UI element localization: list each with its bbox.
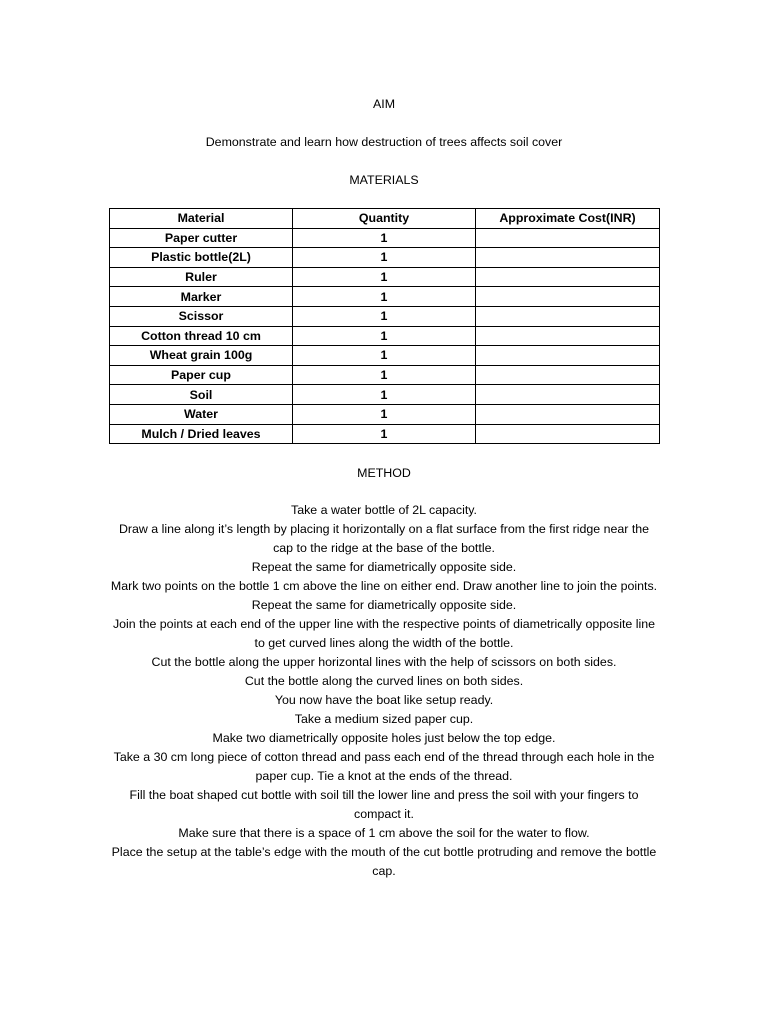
- table-row: [110, 424, 660, 444]
- method-step: Take a 30 cm long piece of cotton thread and pass each end of the thread through each hole in the paper cup. Tie a knot at the ends of the thread.: [113, 750, 655, 783]
- table-row: [110, 365, 660, 385]
- quantity-cell: 1: [293, 248, 476, 268]
- material-cell: Wheat grain 100g: [110, 346, 293, 366]
- material-cell: Cotton thread 10 cm: [110, 326, 293, 346]
- method-steps: [110, 501, 658, 881]
- quantity-cell: 1: [293, 267, 476, 287]
- method-step: Make two diametrically opposite holes just below the top edge.: [212, 731, 556, 745]
- table-row: [110, 267, 660, 287]
- quantity-cell: 1: [293, 326, 476, 346]
- method-step: Place the setup at the table’s edge with the mouth of the cut bottle protruding and remove the bottle cap.: [111, 845, 657, 878]
- cost-cell: [476, 346, 660, 366]
- material-cell: Paper cutter: [110, 228, 293, 248]
- table-row: [110, 385, 660, 405]
- material-cell: Marker: [110, 287, 293, 307]
- table-row: [110, 248, 660, 268]
- material-cell: Plastic bottle(2L): [110, 248, 293, 268]
- quantity-cell: 1: [293, 346, 476, 366]
- cost-cell: [476, 365, 660, 385]
- table-row: [110, 404, 660, 424]
- method-step: Cut the bottle along the upper horizontal lines with the help of scissors on both sides.: [151, 655, 617, 669]
- quantity-cell: 1: [293, 228, 476, 248]
- method-heading: METHOD: [357, 466, 411, 480]
- method-step: Repeat the same for diametrically opposite side.: [251, 560, 517, 574]
- method-step: Take a water bottle of 2L capacity.: [291, 503, 477, 517]
- quantity-cell: 1: [293, 287, 476, 307]
- material-cell: Mulch / Dried leaves: [110, 424, 293, 444]
- table-row: [110, 346, 660, 366]
- cost-cell: [476, 424, 660, 444]
- method-step: Mark two points on the bottle 1 cm above the line on either end. Draw another line to join the points.: [110, 579, 658, 593]
- cost-cell: [476, 287, 660, 307]
- cost-cell: [476, 404, 660, 424]
- method-step: You now have the boat like setup ready.: [274, 693, 494, 707]
- material-cell: Scissor: [110, 306, 293, 326]
- quantity-cell: 1: [293, 404, 476, 424]
- materials-header-row: [110, 209, 660, 229]
- method-step: Join the points at each end of the upper line with the respective points of diametrically opposite line to get curved lines along the width of the bottle.: [112, 617, 656, 650]
- quantity-cell: 1: [293, 306, 476, 326]
- method-step: Cut the bottle along the curved lines on both sides.: [244, 674, 524, 688]
- method-step: Take a medium sized paper cup.: [294, 712, 474, 726]
- table-row: [110, 326, 660, 346]
- cost-cell: [476, 267, 660, 287]
- column-header-cost: Approximate Cost(INR): [476, 209, 660, 229]
- aim-text: Demonstrate and learn how destruction of trees affects soil cover: [205, 135, 563, 149]
- materials-table: [109, 208, 660, 444]
- table-row: [110, 228, 660, 248]
- material-cell: Soil: [110, 385, 293, 405]
- cost-cell: [476, 306, 660, 326]
- quantity-cell: 1: [293, 385, 476, 405]
- column-header-quantity: Quantity: [293, 209, 476, 229]
- method-step: Repeat the same for diametrically opposite side.: [251, 598, 517, 612]
- quantity-cell: 1: [293, 365, 476, 385]
- materials-heading: MATERIALS: [349, 173, 419, 187]
- aim-heading: AIM: [372, 97, 396, 111]
- cost-cell: [476, 385, 660, 405]
- method-step: Draw a line along it’s length by placing it horizontally on a flat surface from the first ridge near the cap to the ridge at the base of the bottle.: [118, 522, 650, 555]
- method-step: Fill the boat shaped cut bottle with soil till the lower line and press the soil with your fingers to compact it.: [129, 788, 639, 821]
- cost-cell: [476, 248, 660, 268]
- method-step: Make sure that there is a space of 1 cm above the soil for the water to flow.: [178, 826, 590, 840]
- material-cell: Ruler: [110, 267, 293, 287]
- table-row: [110, 287, 660, 307]
- quantity-cell: 1: [293, 424, 476, 444]
- material-cell: Water: [110, 404, 293, 424]
- table-row: [110, 306, 660, 326]
- material-cell: Paper cup: [110, 365, 293, 385]
- cost-cell: [476, 326, 660, 346]
- column-header-material: Material: [110, 209, 293, 229]
- cost-cell: [476, 228, 660, 248]
